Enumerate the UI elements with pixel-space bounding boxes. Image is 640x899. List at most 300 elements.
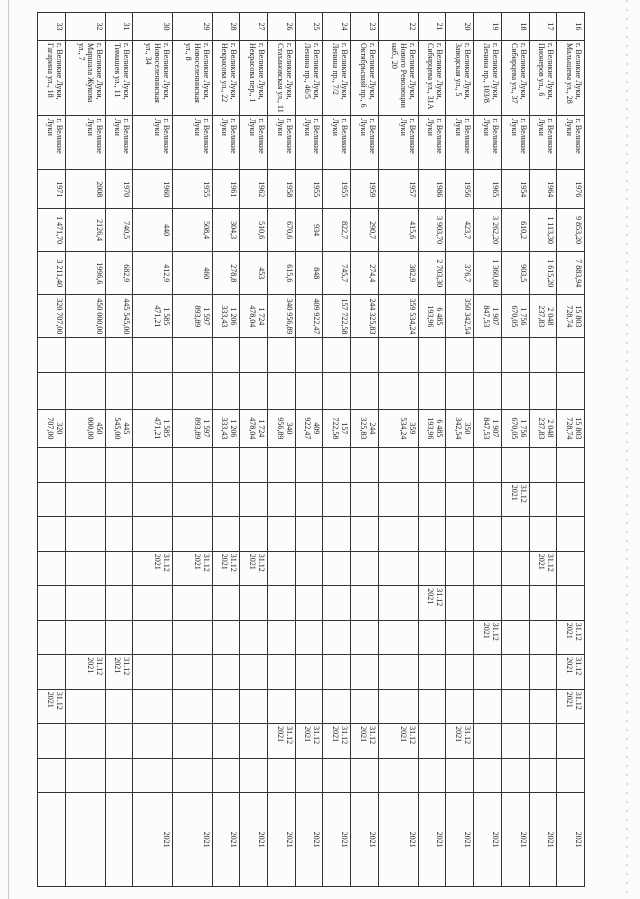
deadline-date-cell: 31.12 2021 (557, 655, 585, 689)
empty-cell (268, 448, 296, 482)
empty-cell (212, 758, 240, 792)
total-area-cell: 304,3 (212, 209, 240, 252)
empty-cell (65, 724, 105, 758)
empty-cell (268, 551, 296, 585)
city-cell: г. Великие Луки (133, 116, 173, 170)
row-number-cell: 30 (133, 13, 173, 41)
completion-year-cell: 2021 (446, 793, 474, 887)
scan-edge-line (8, 0, 9, 899)
empty-cell (295, 482, 323, 516)
empty-cell (378, 338, 418, 372)
city-cell: г. Великие Луки (172, 116, 212, 170)
empty-cell (446, 655, 474, 689)
empty-cell (501, 517, 529, 551)
address-cell: г. Великие Луки, Нового Революции наб., 20 (378, 41, 418, 116)
empty-cell (474, 551, 502, 585)
empty-cell (38, 448, 66, 482)
empty-cell (38, 586, 66, 620)
empty-cell (268, 372, 296, 409)
table-row (446, 13, 474, 887)
cost-regional-cell: 1 724 478,04 (240, 409, 268, 448)
total-area-cell: 415,6 (378, 209, 418, 252)
empty-cell (418, 655, 446, 689)
year-cell: 1962 (240, 170, 268, 209)
empty-cell (172, 448, 212, 482)
year-cell: 1957 (378, 170, 418, 209)
empty-cell (172, 482, 212, 516)
deadline-date-cell: 31.12 2021 (446, 724, 474, 758)
empty-cell (501, 724, 529, 758)
empty-cell (172, 338, 212, 372)
table-row (38, 13, 66, 887)
year-cell: 1971 (38, 170, 66, 209)
deadline-date-cell: 31.12 2021 (351, 724, 379, 758)
deadline-date-cell: 31.12 2021 (268, 724, 296, 758)
empty-cell (323, 551, 351, 585)
empty-cell (133, 372, 173, 409)
year-cell: 1954 (501, 170, 529, 209)
empty-cell (323, 338, 351, 372)
completion-year-cell: 2021 (133, 793, 173, 887)
total-area-cell: 740,5 (105, 209, 133, 252)
address-cell: г. Великие Луки, Заводская ул., 5 (446, 41, 474, 116)
empty-cell (501, 586, 529, 620)
empty-cell (323, 586, 351, 620)
empty-cell (501, 551, 529, 585)
empty-cell (474, 517, 502, 551)
empty-cell (133, 482, 173, 516)
address-cell: г. Великие Луки, Некрасова пер., 1 (240, 41, 268, 116)
cost-regional-cell: 1 597 893,89 (172, 409, 212, 448)
table-row (323, 13, 351, 887)
cost-regional-cell: 450 000,00 (65, 409, 105, 448)
empty-cell (105, 620, 133, 654)
city-cell: г. Великие Луки (474, 116, 502, 170)
table-row (529, 13, 557, 887)
city-cell: г. Великие Луки (446, 116, 474, 170)
table-row (418, 13, 446, 887)
city-cell: г. Великие Луки (529, 116, 557, 170)
empty-cell (105, 758, 133, 792)
empty-cell (65, 448, 105, 482)
total-area-cell: 290,7 (351, 209, 379, 252)
empty-cell (240, 586, 268, 620)
living-area-cell: 274,4 (351, 252, 379, 295)
empty-cell (240, 724, 268, 758)
total-area-cell: 610,2 (501, 209, 529, 252)
cost-regional-cell: 359 534,24 (378, 409, 418, 448)
city-cell: г. Великие Луки (268, 116, 296, 170)
empty-cell (557, 448, 585, 482)
empty-cell (268, 689, 296, 723)
empty-cell (240, 758, 268, 792)
cost-regional-cell: 6 485 193,96 (418, 409, 446, 448)
completion-year-cell: 2021 (323, 793, 351, 887)
cost-total-cell: 1 206 333,43 (212, 295, 240, 338)
deadline-date-cell: 31.12 2021 (133, 551, 173, 585)
deadline-date-cell: 31.12 2021 (38, 689, 66, 723)
row-number-cell: 16 (557, 13, 585, 41)
cost-regional-cell: 1 756 670,05 (501, 409, 529, 448)
empty-cell (172, 689, 212, 723)
cost-total-cell: 244 325,83 (351, 295, 379, 338)
empty-cell (240, 448, 268, 482)
row-number-cell: 32 (65, 13, 105, 41)
completion-year-cell: 2021 (529, 793, 557, 887)
cost-total-cell: 1 585 471,21 (133, 295, 173, 338)
empty-cell (351, 689, 379, 723)
empty-cell (529, 338, 557, 372)
living-area-cell: 376,7 (446, 252, 474, 295)
cost-regional-cell: 340 956,89 (268, 409, 296, 448)
empty-cell (351, 586, 379, 620)
empty-cell (212, 586, 240, 620)
deadline-date-cell: 31.12 2021 (295, 724, 323, 758)
empty-cell (378, 620, 418, 654)
cost-regional-cell: 350 342,54 (446, 409, 474, 448)
city-cell: г. Великие Луки (323, 116, 351, 170)
empty-cell (295, 372, 323, 409)
table-row (212, 13, 240, 887)
empty-cell (418, 724, 446, 758)
table-row (268, 13, 296, 887)
empty-cell (323, 482, 351, 516)
row-number-cell: 21 (418, 13, 446, 41)
table-body (38, 13, 585, 887)
living-area-cell: 2 703,30 (418, 252, 446, 295)
year-cell: 1956 (446, 170, 474, 209)
empty-cell (212, 517, 240, 551)
empty-cell (323, 655, 351, 689)
living-area-cell: 382,9 (378, 252, 418, 295)
empty-cell (65, 620, 105, 654)
empty-cell (501, 689, 529, 723)
empty-cell (529, 586, 557, 620)
empty-cell (323, 620, 351, 654)
living-area-cell: 903,5 (501, 252, 529, 295)
cost-regional-cell: 445 545,00 (105, 409, 133, 448)
empty-cell (351, 655, 379, 689)
empty-cell (65, 689, 105, 723)
year-cell: 1961 (212, 170, 240, 209)
completion-year-cell (65, 793, 105, 887)
cost-total-cell: 450 000,00 (65, 295, 105, 338)
year-cell: 1976 (557, 170, 585, 209)
row-number-cell: 25 (295, 13, 323, 41)
empty-cell (529, 448, 557, 482)
row-number-cell: 20 (446, 13, 474, 41)
row-number-cell: 24 (323, 13, 351, 41)
empty-cell (351, 372, 379, 409)
total-area-cell: 934 (295, 209, 323, 252)
empty-cell (133, 689, 173, 723)
completion-year-cell: 2021 (378, 793, 418, 887)
completion-year-cell: 2021 (501, 793, 529, 887)
empty-cell (323, 372, 351, 409)
living-area-cell: 1 360,60 (474, 252, 502, 295)
table-row (295, 13, 323, 887)
living-area-cell: 7 883,94 (557, 252, 585, 295)
cost-regional-cell: 1 206 333,43 (212, 409, 240, 448)
cost-total-cell: 409 922,47 (295, 295, 323, 338)
city-cell: г. Великие Луки (557, 116, 585, 170)
table-row (351, 13, 379, 887)
empty-cell (378, 551, 418, 585)
address-cell: г. Великие Луки, Маршала Жукова ул., 7 (65, 41, 105, 116)
empty-cell (474, 372, 502, 409)
table-row (501, 13, 529, 887)
empty-cell (446, 586, 474, 620)
table-row (105, 13, 133, 887)
empty-cell (38, 517, 66, 551)
year-cell: 1955 (295, 170, 323, 209)
table-row (557, 13, 585, 887)
total-area-cell: 670,6 (268, 209, 296, 252)
completion-year-cell: 2021 (418, 793, 446, 887)
rotated-table-wrapper (37, 12, 585, 887)
year-cell: 2008 (65, 170, 105, 209)
address-cell: г. Великие Луки, Пионеров ул., 6 (529, 41, 557, 116)
empty-cell (446, 620, 474, 654)
empty-cell (105, 482, 133, 516)
empty-cell (212, 620, 240, 654)
empty-cell (295, 517, 323, 551)
empty-cell (557, 372, 585, 409)
empty-cell (295, 551, 323, 585)
empty-cell (474, 338, 502, 372)
empty-cell (268, 338, 296, 372)
empty-cell (133, 338, 173, 372)
completion-year-cell: 2021 (172, 793, 212, 887)
empty-cell (295, 620, 323, 654)
housing-repair-register-table (37, 12, 585, 887)
row-number-cell: 31 (105, 13, 133, 41)
empty-cell (240, 620, 268, 654)
year-cell: 1955 (323, 170, 351, 209)
empty-cell (378, 482, 418, 516)
empty-cell (295, 338, 323, 372)
empty-cell (446, 448, 474, 482)
empty-cell (38, 758, 66, 792)
empty-cell (212, 724, 240, 758)
empty-cell (418, 517, 446, 551)
table-row (65, 13, 105, 887)
empty-cell (474, 586, 502, 620)
empty-cell (38, 372, 66, 409)
empty-cell (501, 620, 529, 654)
empty-cell (172, 758, 212, 792)
city-cell: г. Великие Луки (295, 116, 323, 170)
address-cell: г. Великие Луки, Стахановская ул., 11 (268, 41, 296, 116)
empty-cell (474, 655, 502, 689)
completion-year-cell: 2021 (240, 793, 268, 887)
total-area-cell: 3 262,20 (474, 209, 502, 252)
empty-cell (295, 448, 323, 482)
empty-cell (38, 482, 66, 516)
empty-cell (172, 655, 212, 689)
empty-cell (172, 517, 212, 551)
empty-cell (418, 551, 446, 585)
empty-cell (529, 758, 557, 792)
empty-cell (212, 372, 240, 409)
empty-cell (529, 655, 557, 689)
empty-cell (105, 372, 133, 409)
living-area-cell: 615,6 (268, 252, 296, 295)
empty-cell (351, 517, 379, 551)
year-cell: 1958 (268, 170, 296, 209)
address-cell: г. Великие Луки, Сибирцева ул., 37 (501, 41, 529, 116)
cost-total-cell: 340 956,89 (268, 295, 296, 338)
empty-cell (240, 338, 268, 372)
scan-binding-dots (626, 0, 628, 899)
empty-cell (38, 655, 66, 689)
empty-cell (378, 372, 418, 409)
empty-cell (295, 655, 323, 689)
empty-cell (212, 338, 240, 372)
row-number-cell: 29 (172, 13, 212, 41)
empty-cell (133, 517, 173, 551)
city-cell: г. Великие Луки (38, 116, 66, 170)
empty-cell (351, 758, 379, 792)
completion-year-cell: 2021 (351, 793, 379, 887)
empty-cell (557, 758, 585, 792)
table-row (133, 13, 173, 887)
total-area-cell: 510,6 (240, 209, 268, 252)
year-cell: 1986 (418, 170, 446, 209)
empty-cell (105, 448, 133, 482)
table-row (240, 13, 268, 887)
empty-cell (212, 655, 240, 689)
year-cell: 1955 (172, 170, 212, 209)
empty-cell (378, 689, 418, 723)
empty-cell (38, 338, 66, 372)
city-cell: г. Великие Луки (351, 116, 379, 170)
empty-cell (133, 586, 173, 620)
completion-year-cell: 2021 (557, 793, 585, 887)
empty-cell (446, 517, 474, 551)
empty-cell (133, 724, 173, 758)
cost-regional-cell: 409 922,47 (295, 409, 323, 448)
living-area-cell: 453 (240, 252, 268, 295)
address-cell: г. Великие Луки, Новоселенинская ул., 8 (172, 41, 212, 116)
empty-cell (268, 517, 296, 551)
total-area-cell: 508,4 (172, 209, 212, 252)
cost-regional-cell: 1 585 471,21 (133, 409, 173, 448)
completion-year-cell: 2021 (295, 793, 323, 887)
year-cell: 1965 (474, 170, 502, 209)
city-cell: г. Великие Луки (378, 116, 418, 170)
living-area-cell: 1996,6 (65, 252, 105, 295)
total-area-cell: 822,7 (323, 209, 351, 252)
empty-cell (133, 448, 173, 482)
cost-total-cell: 6 485 193,96 (418, 295, 446, 338)
empty-cell (446, 482, 474, 516)
completion-year-cell: 2021 (212, 793, 240, 887)
cost-total-cell: 15 803 728,74 (557, 295, 585, 338)
cost-total-cell: 1 597 893,89 (172, 295, 212, 338)
row-number-cell: 26 (268, 13, 296, 41)
empty-cell (295, 586, 323, 620)
empty-cell (501, 448, 529, 482)
empty-cell (474, 724, 502, 758)
empty-cell (105, 517, 133, 551)
empty-cell (212, 689, 240, 723)
empty-cell (323, 448, 351, 482)
cost-regional-cell: 15 803 728,74 (557, 409, 585, 448)
empty-cell (557, 517, 585, 551)
empty-cell (378, 448, 418, 482)
address-cell: г. Великие Луки, Октябрьский пр., 6 (351, 41, 379, 116)
empty-cell (65, 482, 105, 516)
year-cell: 1964 (529, 170, 557, 209)
empty-cell (323, 689, 351, 723)
completion-year-cell: 2021 (268, 793, 296, 887)
empty-cell (38, 551, 66, 585)
total-area-cell: 2126,4 (65, 209, 105, 252)
deadline-date-cell: 31.12 2021 (474, 620, 502, 654)
empty-cell (446, 338, 474, 372)
address-cell: г. Великие Луки, Ленина пр., 7/2 (323, 41, 351, 116)
living-area-cell: 848 (295, 252, 323, 295)
cost-total-cell: 2 048 237,83 (529, 295, 557, 338)
row-number-cell: 23 (351, 13, 379, 41)
empty-cell (268, 655, 296, 689)
empty-cell (105, 586, 133, 620)
address-cell: г. Великие Луки, Ленина пр., 46/5 (295, 41, 323, 116)
empty-cell (240, 482, 268, 516)
empty-cell (418, 482, 446, 516)
empty-cell (105, 689, 133, 723)
empty-cell (105, 551, 133, 585)
empty-cell (268, 758, 296, 792)
row-number-cell: 19 (474, 13, 502, 41)
living-area-cell: 460 (172, 252, 212, 295)
empty-cell (172, 372, 212, 409)
empty-cell (501, 655, 529, 689)
year-cell: 1960 (133, 170, 173, 209)
empty-cell (378, 758, 418, 792)
empty-cell (446, 551, 474, 585)
empty-cell (65, 758, 105, 792)
empty-cell (418, 338, 446, 372)
empty-cell (240, 689, 268, 723)
address-cell: г. Великие Луки, Новоселенинская ул., 34 (133, 41, 173, 116)
empty-cell (323, 758, 351, 792)
deadline-date-cell: 31.12 2021 (501, 482, 529, 516)
empty-cell (418, 372, 446, 409)
cost-total-cell: 1 907 847,53 (474, 295, 502, 338)
total-area-cell: 9 853,20 (557, 209, 585, 252)
empty-cell (501, 338, 529, 372)
row-number-cell: 27 (240, 13, 268, 41)
empty-cell (212, 448, 240, 482)
row-number-cell: 28 (212, 13, 240, 41)
city-cell: г. Великие Луки (501, 116, 529, 170)
total-area-cell: 423,7 (446, 209, 474, 252)
city-cell: г. Великие Луки (65, 116, 105, 170)
empty-cell (378, 655, 418, 689)
table-row (378, 13, 418, 887)
empty-cell (474, 482, 502, 516)
living-area-cell: 278,8 (212, 252, 240, 295)
empty-cell (295, 689, 323, 723)
empty-cell (133, 758, 173, 792)
empty-cell (38, 620, 66, 654)
empty-cell (474, 448, 502, 482)
deadline-date-cell: 31.12 2021 (65, 655, 105, 689)
cost-regional-cell: 1 907 847,53 (474, 409, 502, 448)
completion-year-cell: 2021 (474, 793, 502, 887)
